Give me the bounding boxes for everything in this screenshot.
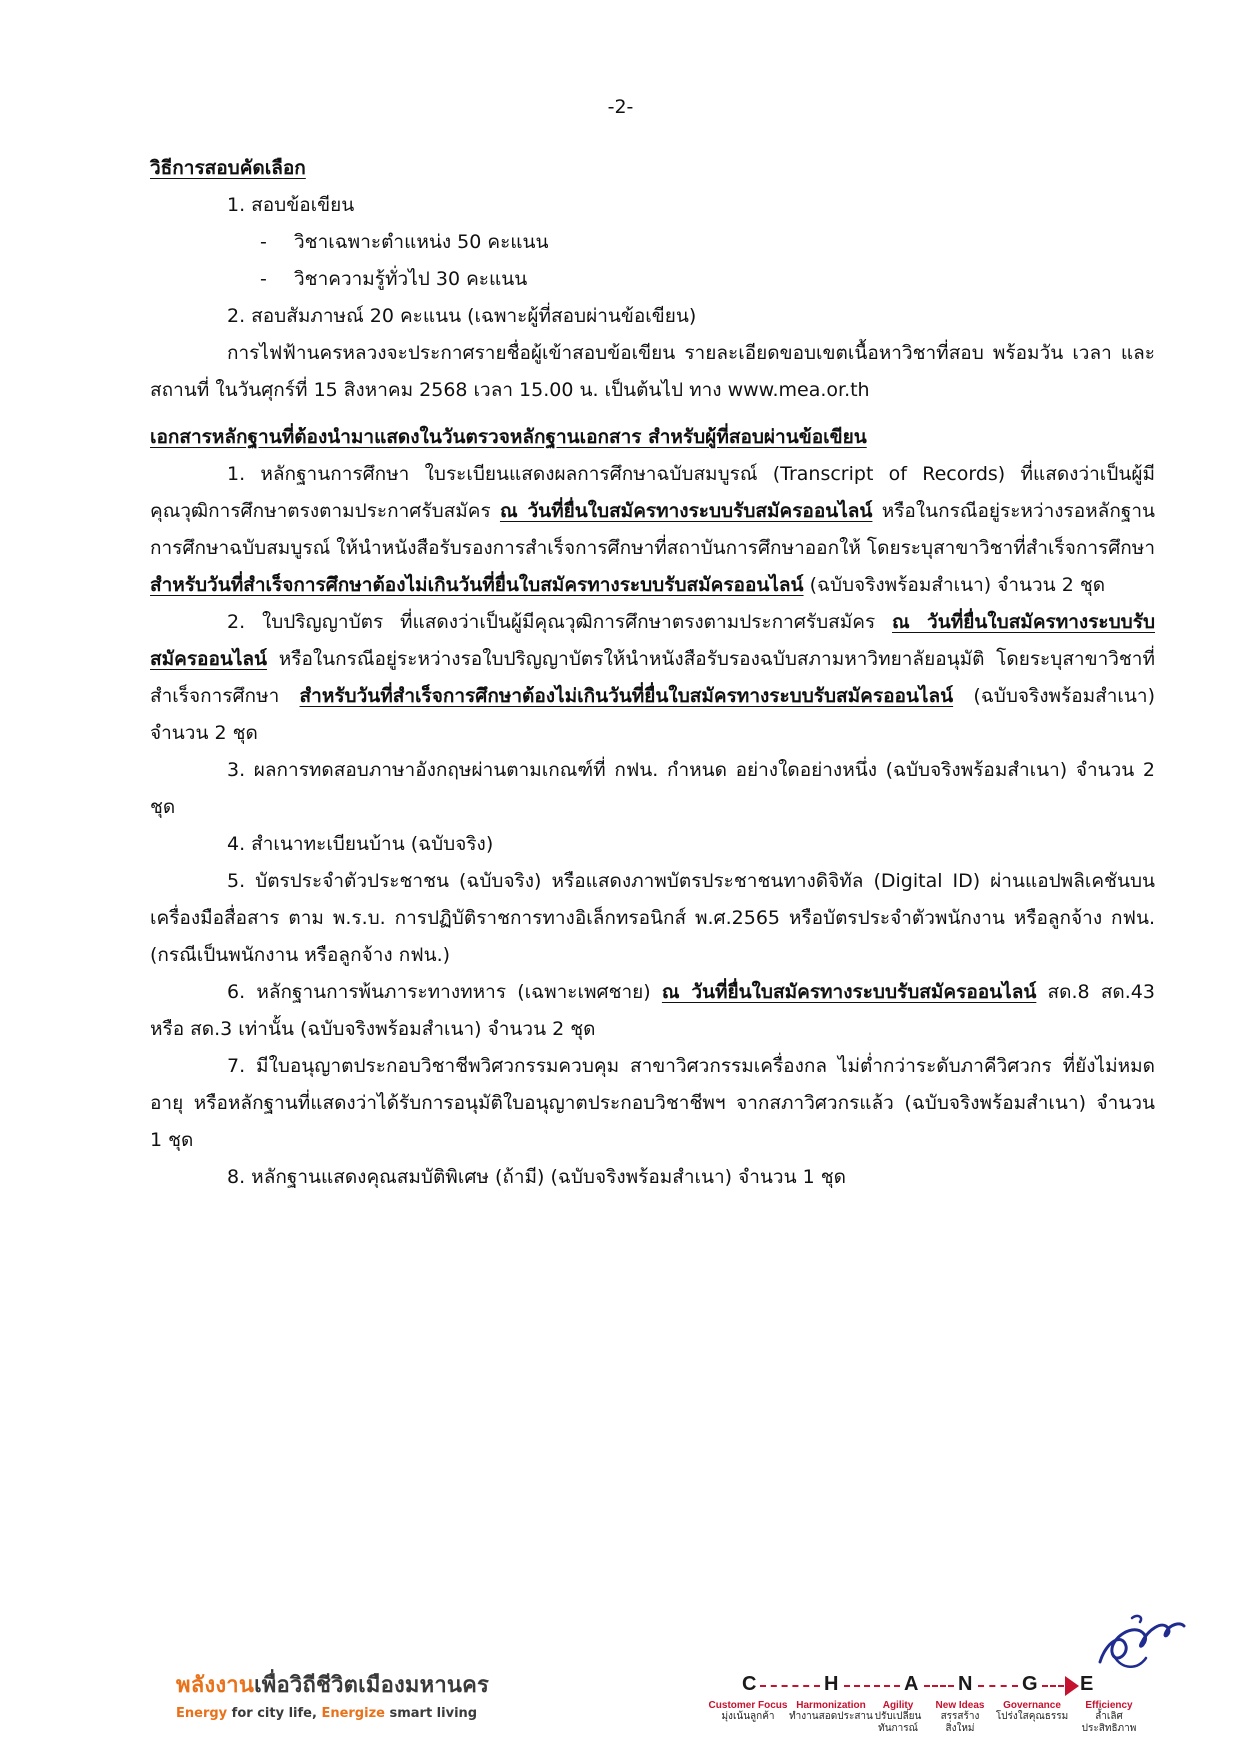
document-item-4: 4. สำเนาทะเบียนบ้าน (ฉบับจริง) <box>227 833 494 855</box>
emphasis-text: สำหรับวันที่สำเร็จการศึกษาต้องไม่เกินวันที่ยื่นใบสมัครทางระบบรับสมัครออนไลน์ <box>150 574 804 596</box>
emphasis-text: ณ วันที่ยื่นใบสมัครทางระบบรับสมัครออนไลน์ <box>150 611 1155 670</box>
arrow-icon <box>1065 1676 1079 1696</box>
change-values-logo <box>700 1673 1170 1699</box>
value-new-ideas <box>927 1700 993 1735</box>
written-exam-item-text: วิชาความรู้ทั่วไป 30 คะแนน <box>294 268 528 290</box>
value-english: New Ideas <box>935 1700 985 1711</box>
document-item-6 <box>150 974 1155 1048</box>
document-item-2 <box>150 604 1155 752</box>
emphasis-text: สำหรับวันที่สำเร็จการศึกษาต้องไม่เกินวันที่ยื่นใบสมัครทางระบบรับสมัครออนไลน์ <box>299 685 954 707</box>
document-item-1 <box>150 456 1155 604</box>
value-thai: ปรับเปลี่ยน <box>874 1711 922 1722</box>
written-exam-step: 1. สอบข้อเขียน <box>227 194 355 216</box>
documents-heading: เอกสารหลักฐานที่ต้องนำมาแสดงในวันตรวจหลักฐานเอกสาร สำหรับผู้ที่สอบผ่านข้อเขียน <box>150 426 867 448</box>
signature-image <box>1092 1612 1188 1674</box>
value-agility <box>868 1700 928 1735</box>
value-efficiency <box>1074 1700 1144 1735</box>
value-governance <box>992 1700 1072 1723</box>
value-thai: ประสิทธิภาพ <box>1081 1723 1137 1734</box>
value-english: Governance <box>1003 1700 1061 1711</box>
dashed-connector <box>978 1685 1018 1687</box>
value-thai: มุ่งเน้นลูกค้า <box>721 1711 775 1722</box>
slogan-english-highlight: Energy <box>176 1706 228 1721</box>
slogan-english-rest: smart living <box>384 1706 478 1721</box>
document-item-text: 2. ใบปริญญาบัตร ที่แสดงว่าเป็นผู้มีคุณวุฒิการศึกษาตรงตามประกาศรับสมัคร <box>227 611 893 633</box>
slogan-thai-rest: เพื่อวิถีชีวิตเมืองมหานคร <box>254 1673 490 1698</box>
document-body <box>150 150 1155 1196</box>
written-exam-item-text: วิชาเฉพาะตำแหน่ง 50 คะแนน <box>294 231 549 253</box>
announcement-paragraph: การไฟฟ้านครหลวงจะประกาศรายชื่อผู้เข้าสอบข้อเขียน รายละเอียดขอบเขตเนื้อหาวิชาที่สอบ พร้อมวัน เวลา และสถานที่ ในวันศุกร์ที่ 15 สิงหาคม 2568 เวลา 15.00 น. เป็นต้นไป ทาง www.mea.or.th <box>150 342 1155 401</box>
document-item-text: (ฉบับจริงพร้อมสำเนา) จำนวน 2 ชุด <box>803 574 1106 596</box>
slogan-thai <box>176 1667 489 1702</box>
change-letter: G <box>1022 1673 1038 1695</box>
change-letter: E <box>1080 1673 1094 1695</box>
value-customer-focus <box>703 1700 793 1723</box>
written-exam-item <box>150 261 1155 298</box>
dashed-connector <box>924 1685 954 1687</box>
value-thai: ล้ำเลิศ <box>1095 1711 1123 1722</box>
footer-slogan <box>176 1667 489 1721</box>
slogan-english <box>176 1706 489 1721</box>
value-harmonization <box>786 1700 876 1723</box>
change-letter: N <box>958 1673 973 1695</box>
document-item-5: 5. บัตรประจำตัวประชาชน (ฉบับจริง) หรือแสดงภาพบัตรประชาชนทางดิจิทัล (Digital ID) ผ่านแอปพลิเคชันบนเครื่องมือสื่อสาร ตาม พ.ร.บ. การปฏิบัติราชการทางอิเล็กทรอนิกส์ พ.ศ.2565 หรือบัตรประจำตัวพนักงาน หรือลูกจ้าง กฟน. (กรณีเป็นพนักงาน หรือลูกจ้าง กฟน.) <box>150 870 1155 966</box>
value-english: Customer Focus <box>708 1700 788 1711</box>
change-letter: H <box>824 1673 839 1695</box>
interview-step: 2. สอบสัมภาษณ์ 20 คะแนน (เฉพาะผู้ที่สอบผ่านข้อเขียน) <box>227 305 697 327</box>
dash-bullet: - <box>260 268 267 290</box>
value-english: Harmonization <box>796 1700 866 1711</box>
selection-method-heading: วิธีการสอบคัดเลือก <box>150 157 306 179</box>
value-thai: ทันการณ์ <box>878 1723 918 1734</box>
emphasis-text: ณ วันที่ยื่นใบสมัครทางระบบรับสมัครออนไลน์ <box>661 981 1037 1003</box>
value-thai: สรรสร้าง <box>940 1711 980 1722</box>
value-thai: ทำงานสอดประสาน <box>789 1711 873 1722</box>
document-item-text: 1. หลักฐานการศึกษา ใบระเบียนแสดงผลการศึกษาฉบับสมบูรณ์ (Transcript of Records) ที่แสดงว่าเป็นผู้มีคุณวุฒิการศึกษาตรงตามประกาศรับสมัคร <box>150 463 1155 522</box>
change-letter: C <box>742 1673 757 1695</box>
document-item-8: 8. หลักฐานแสดงคุณสมบัติพิเศษ (ถ้ามี) (ฉบับจริงพร้อมสำเนา) จำนวน 1 ชุด <box>227 1166 846 1188</box>
document-item-3: 3. ผลการทดสอบภาษาอังกฤษผ่านตามเกณฑ์ที่ กฟน. กำหนด อย่างใดอย่างหนึ่ง (ฉบับจริงพร้อมสำเนา) จำนวน 2 ชุด <box>150 759 1155 818</box>
value-thai: สิ่งใหม่ <box>945 1723 975 1734</box>
written-exam-item <box>150 224 1155 261</box>
dashed-connector <box>1042 1685 1064 1687</box>
dash-bullet: - <box>260 231 267 253</box>
document-item-text: สด.8 สด.43 หรือ สด.3 เท่านั้น (ฉบับจริงพร้อมสำเนา) จำนวน 2 ชุด <box>150 981 1155 1040</box>
document-item-text: หรือในกรณีอยู่ระหว่างรอใบปริญญาบัตรให้นำหนังสือรับรองฉบับสภามหาวิทยาลัยอนุมัติ โดยระบุสาขาวิชาที่สำเร็จการศึกษา <box>150 648 1155 707</box>
value-thai: โปร่งใสคุณธรรม <box>995 1711 1069 1722</box>
slogan-english-highlight: Energize <box>321 1706 385 1721</box>
slogan-thai-highlight: พลังงาน <box>176 1673 255 1698</box>
slogan-english-rest: for city life, <box>227 1706 322 1721</box>
value-english: Agility <box>882 1700 914 1711</box>
document-item-7: 7. มีใบอนุญาตประกอบวิชาชีพวิศวกรรมควบคุม สาขาวิศวกรรมเครื่องกล ไม่ต่ำกว่าระดับภาคีวิศวกร ที่ยังไม่หมดอายุ หรือหลักฐานที่แสดงว่าได้รับการอนุมัติใบอนุญาตประกอบวิชาชีพฯ จากสภาวิศวกรแล้ว (ฉบับจริงพร้อมสำเนา) จำนวน 1 ชุด <box>150 1055 1155 1151</box>
document-item-text: หรือในกรณีอยู่ระหว่างรอหลักฐานการศึกษาฉบับสมบูรณ์ ให้นำหนังสือรับรองการสำเร็จการศึกษาที่สถาบันการศึกษาออกให้ โดยระบุสาขาวิชาที่สำเร็จการศึกษา <box>150 500 1155 559</box>
dashed-connector <box>844 1685 900 1687</box>
document-item-text: 6. หลักฐานการพ้นภาระทางทหาร (เฉพาะเพศชาย) <box>227 981 662 1003</box>
dashed-connector <box>760 1685 820 1687</box>
emphasis-text: ณ วันที่ยื่นใบสมัครทางระบบรับสมัครออนไลน์ <box>499 500 873 522</box>
change-letter: A <box>904 1673 919 1695</box>
value-english: Efficiency <box>1085 1700 1133 1711</box>
page-number: -2- <box>607 96 634 118</box>
document-item-text: (ฉบับจริงพร้อมสำเนา) จำนวน 2 ชุด <box>150 685 1155 744</box>
